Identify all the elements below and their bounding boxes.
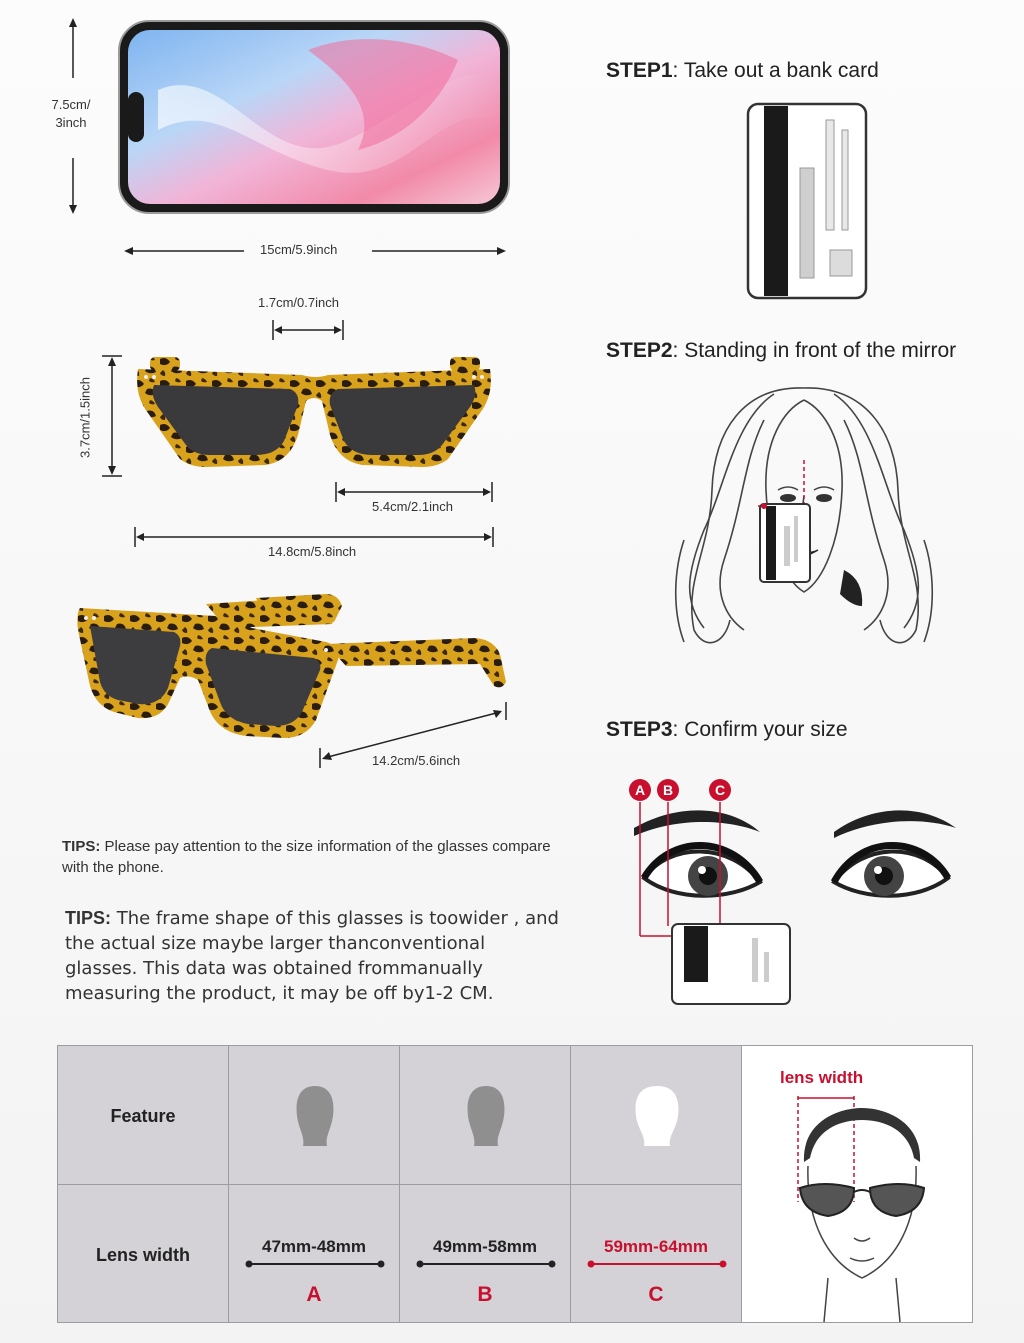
marker-c: C — [714, 782, 726, 798]
range-a: 47mm-48mm — [262, 1237, 366, 1256]
eyes-measure-illustration — [620, 772, 970, 982]
head-with-glasses-illustration — [758, 1092, 958, 1322]
lens-width-header-cell — [57, 1184, 229, 1323]
tips-text: The frame shape of this glasses is toowider , and the actual size maybe larger thanconventional glasses. This data was obtained frommanually measuring the product, it may be off by1-2 CM. — [65, 908, 559, 1004]
range-line-c — [587, 1259, 727, 1269]
step-text: : Confirm your size — [672, 718, 848, 741]
size-table — [57, 1045, 973, 1323]
lens-width-row-label: Lens width — [96, 1245, 190, 1265]
step1-heading — [606, 59, 879, 83]
step-text: : Take out a bank card — [672, 59, 879, 82]
marker-a: A — [634, 782, 646, 798]
head-silhouette-icon — [632, 1084, 682, 1148]
bridge-label: 1.7cm/0.7inch — [258, 295, 339, 310]
range-line-a — [245, 1259, 385, 1269]
step-text: : Standing in front of the mirror — [672, 339, 957, 362]
range-b: 49mm-58mm — [433, 1237, 537, 1256]
feature-cell-a — [228, 1045, 400, 1185]
letter-a: A — [306, 1283, 322, 1306]
step3-heading — [606, 718, 848, 742]
tips-text: Please pay attention to the size information of the glasses compare with the phone. — [62, 838, 551, 876]
step-label: STEP3 — [606, 718, 673, 741]
phone-width-label: 15cm/5.9inch — [260, 242, 338, 257]
phone-illustration — [118, 20, 510, 214]
lens-height-label: 3.7cm/1.5inch — [77, 377, 93, 458]
temple-length-label: 14.2cm/5.6inch — [372, 753, 461, 768]
letter-c: C — [648, 1283, 664, 1306]
marker-b: B — [662, 782, 674, 798]
glasses-front-illustration — [132, 355, 496, 470]
tips-note-1 — [62, 836, 562, 878]
step-label: STEP1 — [606, 59, 673, 82]
phone-height-label: 7.5cm/ 3inch — [51, 97, 91, 130]
tips-label: TIPS: — [62, 838, 101, 855]
step-label: STEP2 — [606, 339, 673, 362]
range-c: 59mm-64mm — [604, 1237, 708, 1256]
frame-width-label: 14.8cm/5.8inch — [268, 544, 357, 559]
lens-width-cell-a — [228, 1184, 400, 1323]
head-silhouette-icon — [464, 1084, 508, 1148]
feature-header-cell — [57, 1045, 229, 1185]
feature-cell-b — [399, 1045, 571, 1185]
lens-width-cell-b — [399, 1184, 571, 1323]
lens-width-diagram-label: lens width — [780, 1068, 864, 1087]
range-line-b — [416, 1259, 556, 1269]
tips-label: TIPS: — [65, 908, 112, 928]
lens-width-cell-c — [570, 1184, 742, 1323]
bank-card-illustration — [746, 102, 868, 300]
feature-cell-c — [570, 1045, 742, 1185]
lens-width-label: 5.4cm/2.1inch — [372, 499, 453, 514]
feature-label: Feature — [110, 1106, 176, 1126]
tips-note-2 — [65, 906, 560, 1006]
letter-b: B — [477, 1283, 493, 1306]
mirror-illustration — [664, 380, 944, 656]
head-silhouette-icon — [293, 1084, 337, 1148]
lens-height-arrow — [100, 355, 124, 480]
lens-width-diagram-cell — [741, 1045, 973, 1323]
bridge-arrow — [272, 320, 346, 342]
step2-heading — [606, 339, 956, 363]
